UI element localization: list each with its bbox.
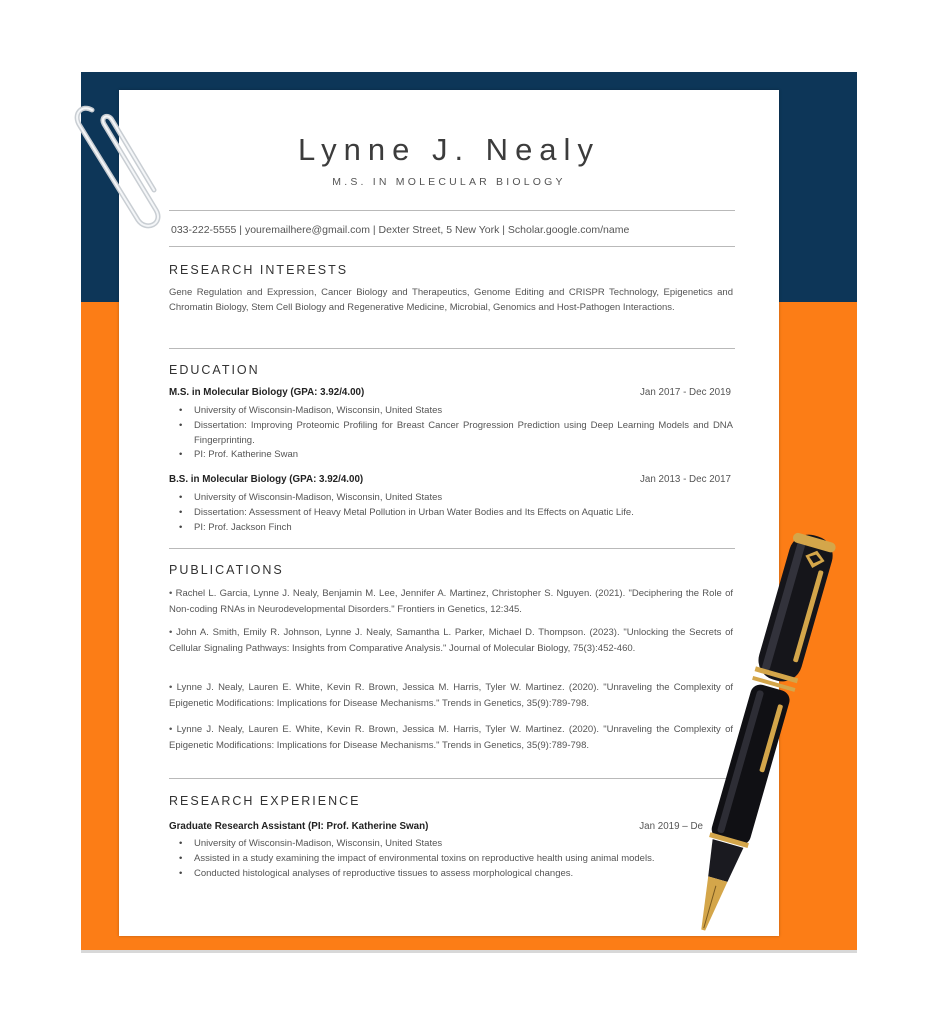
- experience-entry-bullets: [169, 837, 733, 881]
- list-item: • Conducted histological analyses of reproductive tissues to assess morphological changes.: [194, 867, 733, 882]
- paperclip-icon: [74, 98, 174, 233]
- list-item: • PI: Prof. Jackson Finch: [194, 521, 733, 536]
- background-shadow: [81, 950, 857, 953]
- list-item: • University of Wisconsin-Madison, Wisconsin, United States: [194, 404, 733, 419]
- list-item: • Dissertation: Improving Proteomic Profiling for Breast Cancer Progression Prediction using Deep Learning Models and DNA Fingerprinting.: [194, 419, 733, 449]
- publication-item: • John A. Smith, Emily R. Johnson, Lynne J. Nealy, Samantha L. Parker, Michael D. Thompson. (2023). "Unlocking the Secrets of Cellular Signaling Pathways: Insights from Comparative Analysis." Journal of Molecular Biology, 75(3):452-460.: [169, 627, 733, 654]
- section-heading-education: EDUCATION: [169, 363, 260, 377]
- divider: [169, 548, 735, 549]
- education-entry-date: Jan 2017 - Dec 2019: [640, 387, 731, 398]
- list-item: • Dissertation: Assessment of Heavy Metal Pollution in Urban Water Bodies and Its Effects on Aquatic Life.: [194, 506, 733, 521]
- divider: [169, 348, 735, 349]
- section-heading-research-experience: RESEARCH EXPERIENCE: [169, 794, 361, 808]
- education-entry-title: B.S. in Molecular Biology (GPA: 3.92/4.00): [169, 474, 364, 485]
- list-item: • PI: Prof. Katherine Swan: [194, 448, 733, 463]
- section-heading-research-interests: RESEARCH INTERESTS: [169, 263, 349, 277]
- publication-item: • Lynne J. Nealy, Lauren E. White, Kevin R. Brown, Jessica M. Harris, Tyler W. Martinez. (2020). "Unraveling the Complexity of Epigenetic Modifications: Implications for Disease Mechanisms." Trends in Genetics, 35(9):789-798.: [169, 724, 733, 751]
- resume-subtitle: M.S. IN MOLECULAR BIOLOGY: [332, 176, 566, 188]
- contact-line: 033-222-5555 | youremailhere@gmail.com | Dexter Street, 5 New York | Scholar.google.com/name: [171, 224, 630, 236]
- resume-name: Lynne J. Nealy: [298, 132, 600, 167]
- education-entry-bullets: [169, 491, 733, 535]
- divider: [169, 210, 735, 211]
- list-item: • University of Wisconsin-Madison, Wisconsin, United States: [194, 837, 733, 852]
- education-entry-date: Jan 2013 - Dec 2017: [640, 474, 731, 485]
- research-interests-text: Gene Regulation and Expression, Cancer Biology and Therapeutics, Genome Editing and CRISPR Technology, Epigenetics and Chromatin Biology, Stem Cell Biology and Regenerative Medicine, Microbial, Genomics and Host-Pathogen Interactions.: [169, 287, 733, 313]
- publication-item: • Rachel L. Garcia, Lynne J. Nealy, Benjamin M. Lee, Jennifer A. Martinez, Christopher S. Nguyen. (2021). "Deciphering the Role of Non-coding RNAs in Neurodevelopmental Disorders." Frontiers in Genetics, 12:345.: [169, 588, 733, 615]
- experience-entry-date: Jan 2019 – De: [639, 821, 703, 832]
- divider: [169, 778, 735, 779]
- fountain-pen-icon: [660, 520, 860, 945]
- education-entry-title: M.S. in Molecular Biology (GPA: 3.92/4.00): [169, 387, 365, 398]
- list-item: • Assisted in a study examining the impact of environmental toxins on reproductive health using animal models.: [194, 852, 733, 867]
- experience-entry-title: Graduate Research Assistant (PI: Prof. Katherine Swan): [169, 821, 429, 832]
- list-item: • University of Wisconsin-Madison, Wisconsin, United States: [194, 491, 733, 506]
- section-heading-publications: PUBLICATIONS: [169, 563, 284, 577]
- publication-item: • Lynne J. Nealy, Lauren E. White, Kevin R. Brown, Jessica M. Harris, Tyler W. Martinez. (2020). "Unraveling the Complexity of Epigenetic Modifications: Implications for Disease Mechanisms." Trends in Genetics, 35(9):789-798.: [169, 682, 733, 709]
- divider: [169, 246, 735, 247]
- education-entry-bullets: [169, 404, 733, 463]
